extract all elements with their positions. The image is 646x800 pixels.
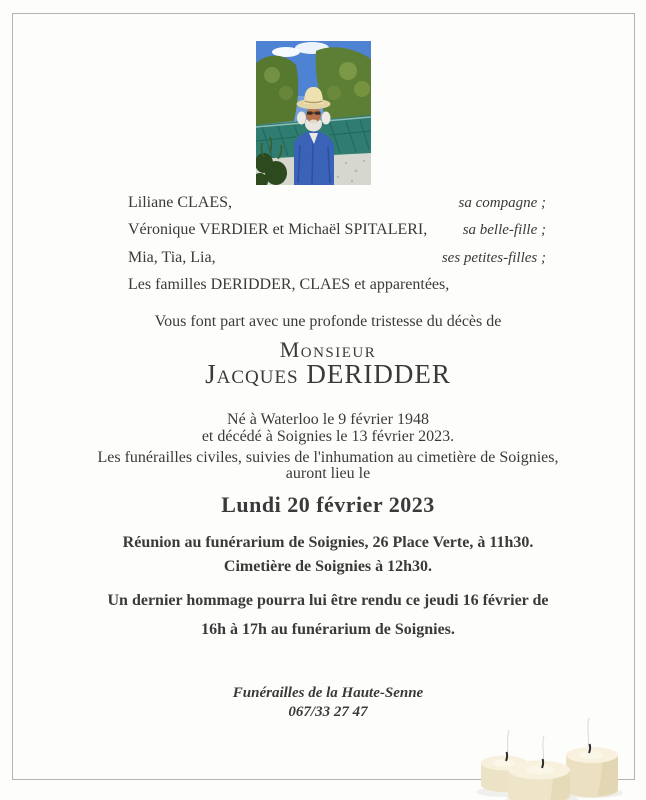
family-row — [128, 193, 546, 212]
families-line: Les familles DERIDDER, CLAES et apparentées, — [128, 276, 450, 293]
deceased-name: Jacques DERIDDER — [205, 359, 451, 389]
tribute-line-2: 16h à 17h au funérarium de Soignies. — [201, 621, 455, 638]
deceased-title: Monsieur — [279, 337, 377, 362]
birth-line: Né à Waterloo le 9 février 1948 — [227, 411, 429, 428]
family-member-name: Véronique VERDIER et Michaël SPITALERI, — [128, 221, 428, 238]
funeral-line-1: Les funérailles civiles, suivies de l'inhumation au cimetière de Soignies, — [97, 449, 559, 466]
meeting-line: Réunion au funérarium de Soignies, 26 Place Verte, à 11h30. — [122, 534, 534, 551]
family-row — [128, 248, 546, 267]
funeral-home-phone: 067/33 27 47 — [288, 704, 368, 720]
family-member-relation: sa compagne ; — [458, 195, 546, 211]
portrait-photo — [256, 41, 371, 185]
cemetery-line: Cimetière de Soignies à 12h30. — [223, 558, 433, 575]
family-member-name: Liliane CLAES, — [128, 194, 232, 211]
tea-light-candles-illustration — [446, 700, 646, 800]
announcement-intro: Vous font part avec une profonde tristesse du décès de — [154, 313, 502, 330]
family-member-relation: ses petites-filles ; — [441, 250, 546, 266]
candles-image — [446, 700, 646, 800]
family-row — [128, 220, 546, 239]
funeral-line-2: auront lieu le — [285, 465, 371, 482]
funeral-date: Lundi 20 février 2023 — [221, 492, 435, 517]
funeral-home-name: Funérailles de la Haute-Senne — [232, 685, 424, 701]
tribute-line-1: Un dernier hommage pourra lui être rendu ce jeudi 16 février de — [107, 592, 549, 609]
family-member-relation: sa belle-fille ; — [462, 222, 546, 238]
portrait-photo-illustration — [256, 41, 371, 185]
family-member-name: Mia, Tia, Lia, — [128, 249, 216, 266]
death-line: et décédé à Soignies le 13 février 2023. — [201, 428, 455, 445]
